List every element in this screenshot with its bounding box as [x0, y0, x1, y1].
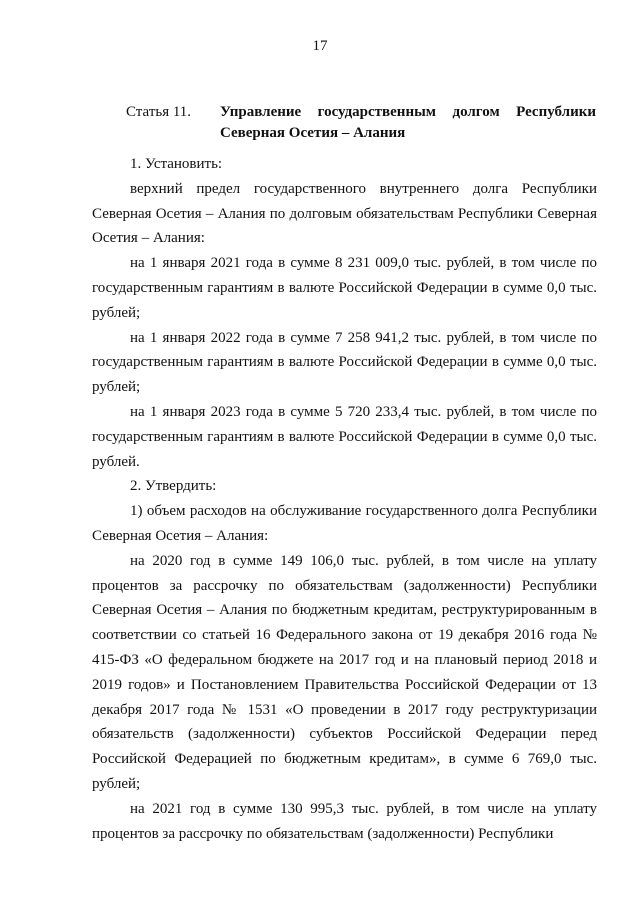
- article-title: Управление государственным долгом Республики Северная Осетия – Алания: [220, 104, 596, 141]
- article-heading: [126, 102, 596, 144]
- paragraph-expenses-2020: на 2020 год в сумме 149 106,0 тыс. рублей, в том числе на уплату процентов за рассрочку по обязательствам (задолженности) Республики Северная Осетия – Алания по бюджетным кредитам, реструктурированным в соответствии со статьей 16 Федерального закона от 19 декабря 2016 года № 415-ФЗ «О федеральном бюджете на 2017 год и на плановый период 2018 и 2019 годов» и Постановлением Правительства Российской Федерации от 13 декабря 2017 года № 1531 «О проведении в 2017 году реструктуризации обязательств (задолженности) субъектов Российской Федерации перед Российской Федерацией по бюджетным кредитам», в сумме 6 769,0 тыс. рублей;: [92, 552, 597, 792]
- paragraph-expenses-2021: на 2021 год в сумме 130 995,3 тыс. рублей, в том числе на уплату процентов за рассрочку по обязательствам (задолженности) Республики: [92, 800, 597, 842]
- paragraph-debt-2021: на 1 января 2021 года в сумме 8 231 009,0 тыс. рублей, в том числе по государственным гарантиям в валюте Российской Федерации в сумме 0,0 тыс. рублей;: [92, 255, 597, 321]
- page-number: 17: [312, 38, 328, 54]
- paragraph-debt-2022: на 1 января 2022 года в сумме 7 258 941,2 тыс. рублей, в том числе по государственным гарантиям в валюте Российской Федерации в сумме 0,0 тыс. рублей;: [92, 329, 597, 396]
- document-body: [92, 152, 597, 846]
- paragraph-debt-2023: на 1 января 2023 года в сумме 5 720 233,4 тыс. рублей, в том числе по государственным гарантиям в валюте Российской Федерации в сумме 0,0 тыс. рублей.: [92, 403, 597, 470]
- paragraph-establish: 1. Установить:: [130, 156, 223, 172]
- article-label: Статья 11.: [126, 104, 192, 120]
- paragraph-approve: 2. Утвердить:: [130, 478, 217, 495]
- paragraph-service-expenses: 1) объем расходов на обслуживание государственного долга Республики Северная Осетия – Алания:: [92, 503, 597, 544]
- paragraph-debt-limit: верхний предел государственного внутреннего долга Республики Северная Осетия – Алания по долговым обязательствам Республики Северная Осетия – Алания:: [92, 180, 597, 247]
